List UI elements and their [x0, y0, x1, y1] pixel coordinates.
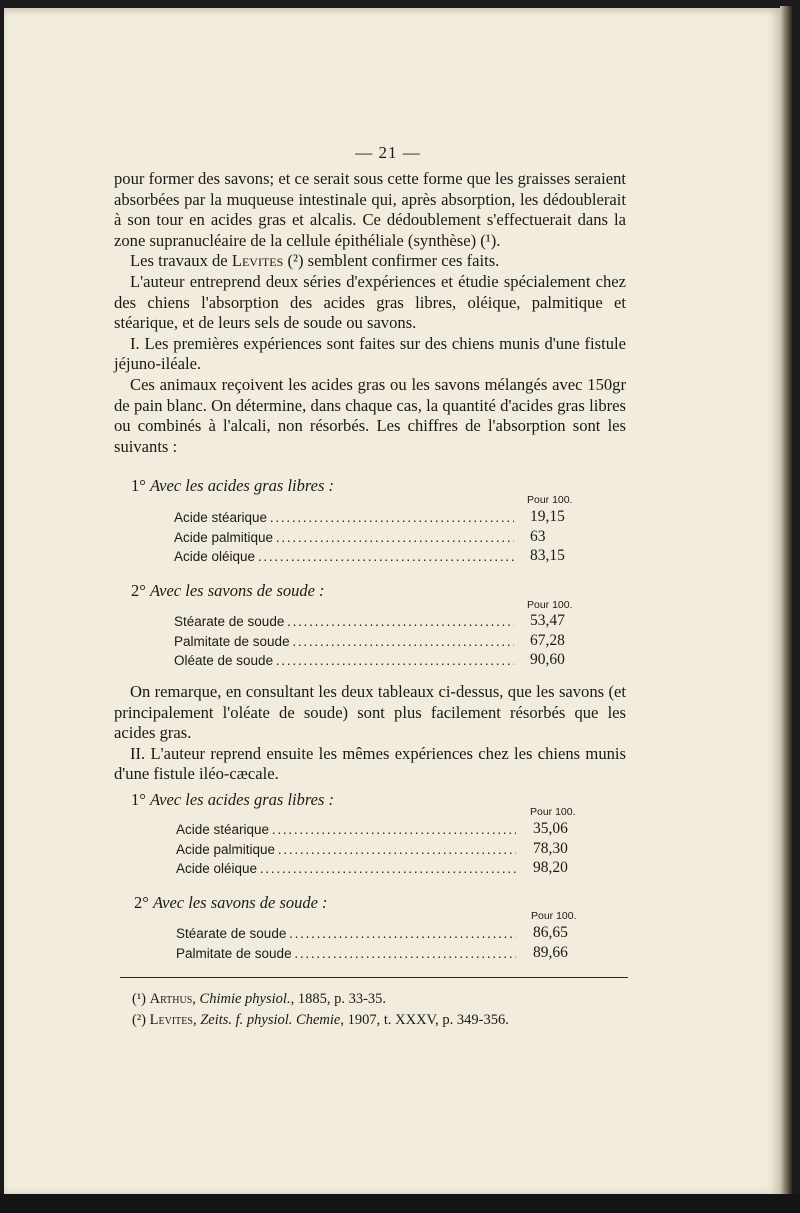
table-value: 35,06 — [533, 820, 568, 837]
series2-soaps-heading: 2° Avec les savons de soude : — [134, 893, 328, 912]
table-value: 90,60 — [530, 651, 565, 668]
table-row: Acide oléique . . . — [174, 549, 514, 564]
table-value: 86,65 — [533, 924, 568, 941]
table-row: Acide stéarique . . . — [176, 822, 516, 837]
series2-acids-heading: 1° Avec les acides gras libres : — [131, 790, 335, 809]
footnote-divider — [120, 977, 628, 978]
page-edge-right — [780, 6, 792, 1196]
table-row: Oléate de soude . . . — [174, 653, 514, 668]
paragraph-4: I. Les premières expériences sont faites sur des chiens munis d'une fistule jéjuno-iléale. — [114, 333, 626, 374]
table-value: 63 — [530, 528, 546, 545]
unit-label: Pour 100. — [527, 494, 573, 506]
paragraph-1: pour former des savons; et ce serait sous cette forme que les graisses seraient absorbées par la muqueuse intestinale qui, après absorption, les dédoublerait à son tour en acides gras et alcalis. Ce dédoublement s'effectuerait dans la zone supranucléaire de la cellule épithéliale (synthèse) (¹). — [114, 169, 626, 250]
paragraph-6: On remarque, en consultant les deux tableaux ci-dessus, que les savons (et principalement l'oléate de soude) sont plus facilement résorbés que les acides gras. — [114, 682, 626, 743]
text-block-middle — [114, 682, 626, 785]
table-row: Acide palmitique . . . — [176, 842, 516, 857]
footnote-2: (²) Levites, Zeits. f. physiol. Chemie, 1907, t. XXXV, p. 349-356. — [132, 1012, 509, 1028]
table-row: Acide stéarique . . . — [174, 510, 514, 525]
paragraph-7: II. L'auteur reprend ensuite les mêmes expériences chez les chiens munis d'une fistule iléo-cæcale. — [114, 743, 626, 784]
unit-label: Pour 100. — [530, 806, 576, 818]
table-value: 78,30 — [533, 840, 568, 857]
table-value: 83,15 — [530, 547, 565, 564]
table-value: 67,28 — [530, 632, 565, 649]
unit-label: Pour 100. — [531, 910, 577, 922]
table-row: Stéarate de soude . . . — [174, 614, 514, 629]
table-row: Acide palmitique . . . — [174, 530, 514, 545]
author-name: Levites — [231, 251, 284, 271]
page-number: — 21 — — [355, 143, 421, 162]
table-row: Palmitate de soude . . . — [174, 634, 514, 649]
series1-soaps-heading: 2° Avec les savons de soude : — [131, 581, 325, 600]
table-row: Acide oléique . . . — [176, 861, 516, 876]
table-row: Palmitate de soude . . . — [176, 946, 516, 961]
table-value: 53,47 — [530, 612, 565, 629]
table-value: 19,15 — [530, 508, 565, 525]
table-row: Stéarate de soude . . . — [176, 926, 516, 941]
unit-label: Pour 100. — [527, 599, 573, 611]
paragraph-2: Les travaux de Levites (²) semblent confirmer ces faits. — [130, 251, 500, 271]
series1-acids-heading: 1° Avec les acides gras libres : — [131, 476, 335, 495]
text-block-top — [114, 169, 626, 457]
paragraph-3: L'auteur entreprend deux séries d'expériences et étudie spécialement chez des chiens l'absorption des acides gras libres, oléique, palmitique et stéarique, et de leurs sels de soude ou savons. — [114, 271, 626, 333]
table-value: 89,66 — [533, 944, 568, 961]
table-value: 98,20 — [533, 859, 568, 876]
paragraph-5: Ces animaux reçoivent les acides gras ou les savons mélangés avec 150gr de pain blanc. On détermine, dans chaque cas, la quantité d'acides gras libres ou combinés à l'alcali, non résorbés. Les chiffres de l'absorption sont les suivants : — [114, 374, 626, 456]
page-edge-bottom — [0, 1194, 800, 1213]
footnote-1: (¹) Arthus, Chimie physiol., 1885, p. 33-35. — [132, 991, 387, 1007]
